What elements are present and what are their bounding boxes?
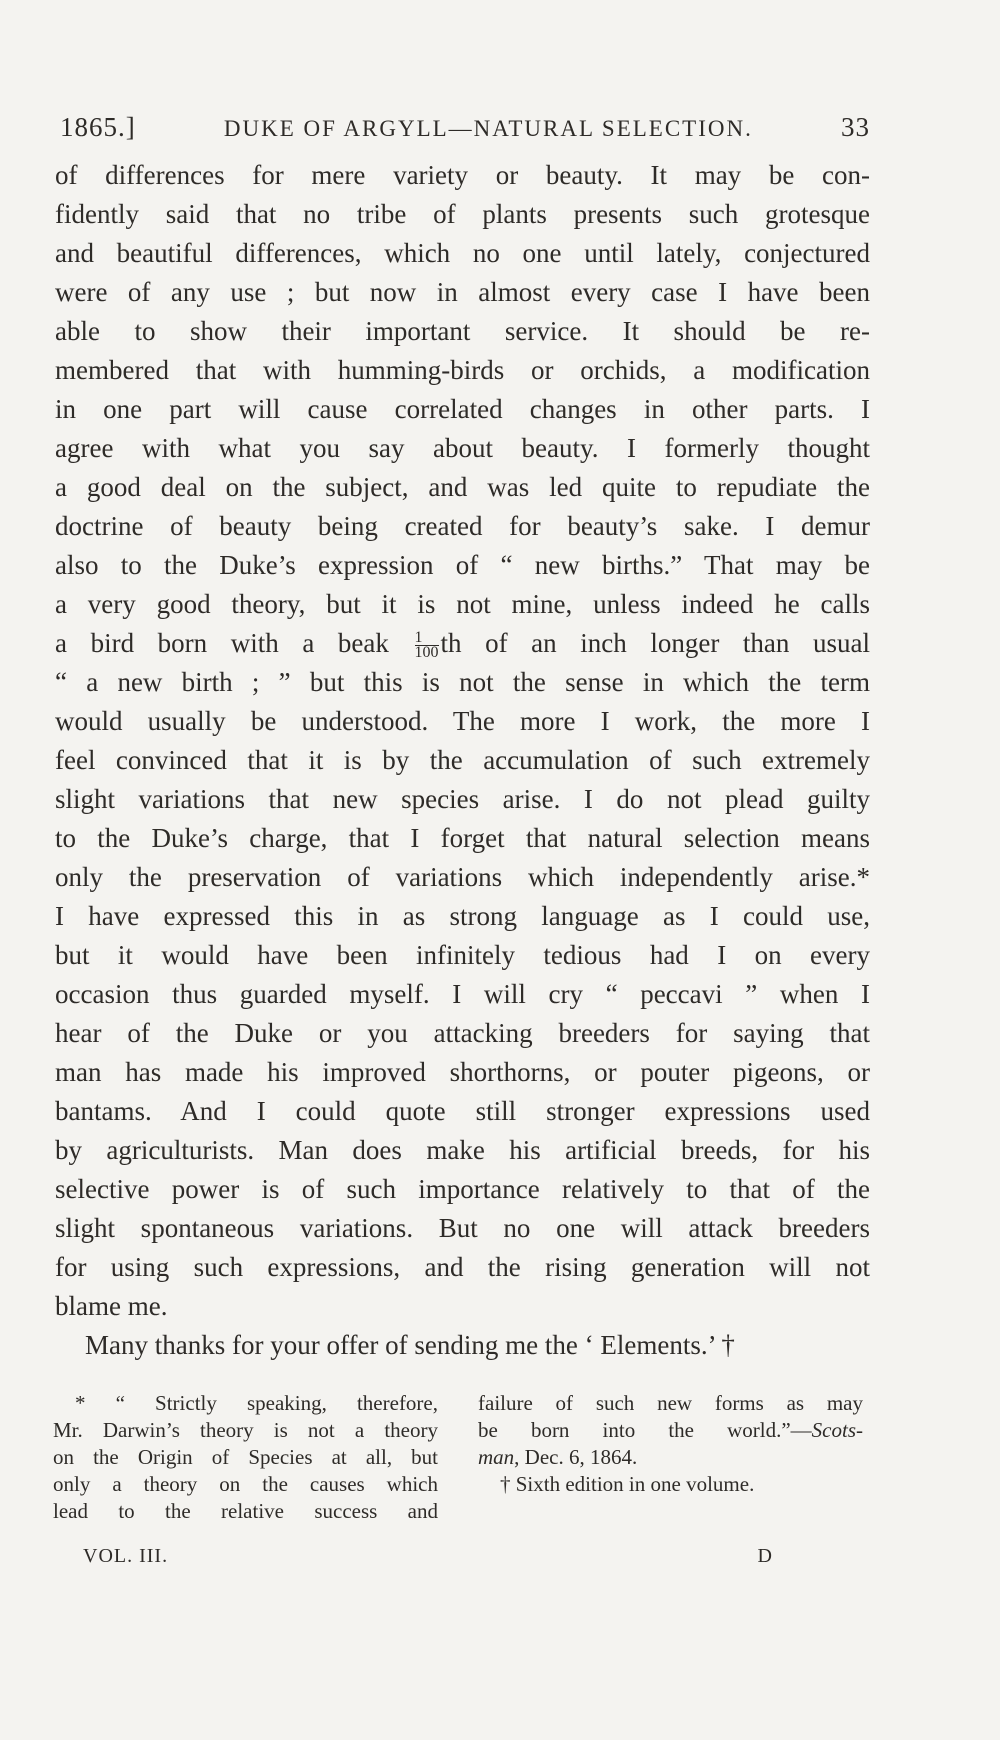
fraction-numerator: 1 (415, 631, 439, 646)
footnote-italic: Scots- (811, 1418, 863, 1442)
signature-line (83, 1545, 773, 1568)
footnote-line: on the Origin of Species at all, but (53, 1445, 438, 1469)
body-line: of differences for mere variety or beauty. It may be con- (55, 160, 870, 190)
body-line: slight variations that new species arise. I do not plead guilty (55, 784, 870, 814)
body-line: fidently said that no tribe of plants presents such grotesque (55, 199, 870, 229)
footnote-italic: man (478, 1445, 515, 1469)
body-line: only the preservation of variations which independently arise.* (55, 862, 870, 892)
body-line: and beautiful differences, which no one until lately, conjectured (55, 238, 870, 268)
footnote-text: , Dec. 6, 1864. (514, 1445, 638, 1469)
body-line: “ a new birth ; ” but this is not the sense in which the term (55, 667, 870, 697)
running-head (60, 112, 870, 143)
footnote-line: failure of such new forms as may (478, 1391, 863, 1415)
body-line: doctrine of beauty being created for beauty’s sake. I demur (55, 511, 870, 541)
body-text (55, 156, 870, 1365)
fraction-before: a bird born with a beak (55, 628, 413, 658)
body-line: for using such expressions, and the rising generation will not (55, 1252, 870, 1282)
header-title: DUKE OF ARGYLL—NATURAL SELECTION. (223, 116, 753, 141)
body-line: occasion thus guarded myself. I will cry “ peccavi ” when I (55, 979, 870, 1009)
footnote-right-column (478, 1390, 863, 1525)
footnote-line (478, 1444, 863, 1471)
body-line: able to show their important service. It should be re- (55, 316, 870, 346)
body-line: would usually be understood. The more I work, the more I (55, 706, 870, 736)
body-line: in one part will cause correlated changes in other parts. I (55, 394, 870, 424)
footnote-line: † Sixth edition in one volume. (500, 1472, 755, 1496)
body-line: by agriculturists. Man does make his artificial breeds, for his (55, 1135, 870, 1165)
body-line-fraction (55, 624, 870, 663)
volume-label: VOL. III. (83, 1545, 169, 1567)
footnote-left-column (53, 1390, 438, 1525)
body-line: hear of the Duke or you attacking breeders for saying that (55, 1018, 870, 1048)
footnote-line: only a theory on the causes which (53, 1472, 438, 1496)
body-line: to the Duke’s charge, that I forget that natural selection means (55, 823, 870, 853)
footnote-line: Mr. Darwin’s theory is not a theory (53, 1418, 438, 1442)
fraction-after: th of an inch longer than usual (440, 628, 870, 658)
fraction (415, 631, 439, 660)
body-line: feel convinced that it is by the accumulation of such extremely (55, 745, 870, 775)
fraction-denominator: 100 (414, 644, 439, 662)
page-number: 33 (841, 112, 870, 142)
body-line: membered that with humming-birds or orchids, a modification (55, 355, 870, 385)
body-line: blame me. (55, 1291, 168, 1321)
body-line: also to the Duke’s expression of “ new births.” That may be (55, 550, 870, 580)
footnotes (53, 1390, 863, 1525)
footnote-line: * “ Strictly speaking, therefore, (75, 1391, 438, 1415)
body-line: selective power is of such importance relatively to that of the (55, 1174, 870, 1204)
closing-line: Many thanks for your offer of sending me the ‘ Elements.’ † (85, 1330, 735, 1360)
signature-mark: D (757, 1545, 773, 1567)
body-line: man has made his improved shorthorns, or pouter pigeons, or (55, 1057, 870, 1087)
footnote-line: lead to the relative success and (53, 1499, 438, 1523)
body-line: a very good theory, but it is not mine, unless indeed he calls (55, 589, 870, 619)
body-line: bantams. And I could quote still stronger expressions used (55, 1096, 870, 1126)
footnote-line (478, 1417, 863, 1444)
footnote-text: be born into the world.”— (478, 1418, 812, 1442)
header-year: 1865.] (60, 112, 136, 142)
body-line: slight spontaneous variations. But no one will attack breeders (55, 1213, 870, 1243)
body-line: agree with what you say about beauty. I formerly thought (55, 433, 870, 463)
body-line: were of any use ; but now in almost every case I have been (55, 277, 870, 307)
body-line: but it would have been infinitely tedious had I on every (55, 940, 870, 970)
body-line: I have expressed this in as strong language as I could use, (55, 901, 870, 931)
body-line: a good deal on the subject, and was led quite to repudiate the (55, 472, 870, 502)
